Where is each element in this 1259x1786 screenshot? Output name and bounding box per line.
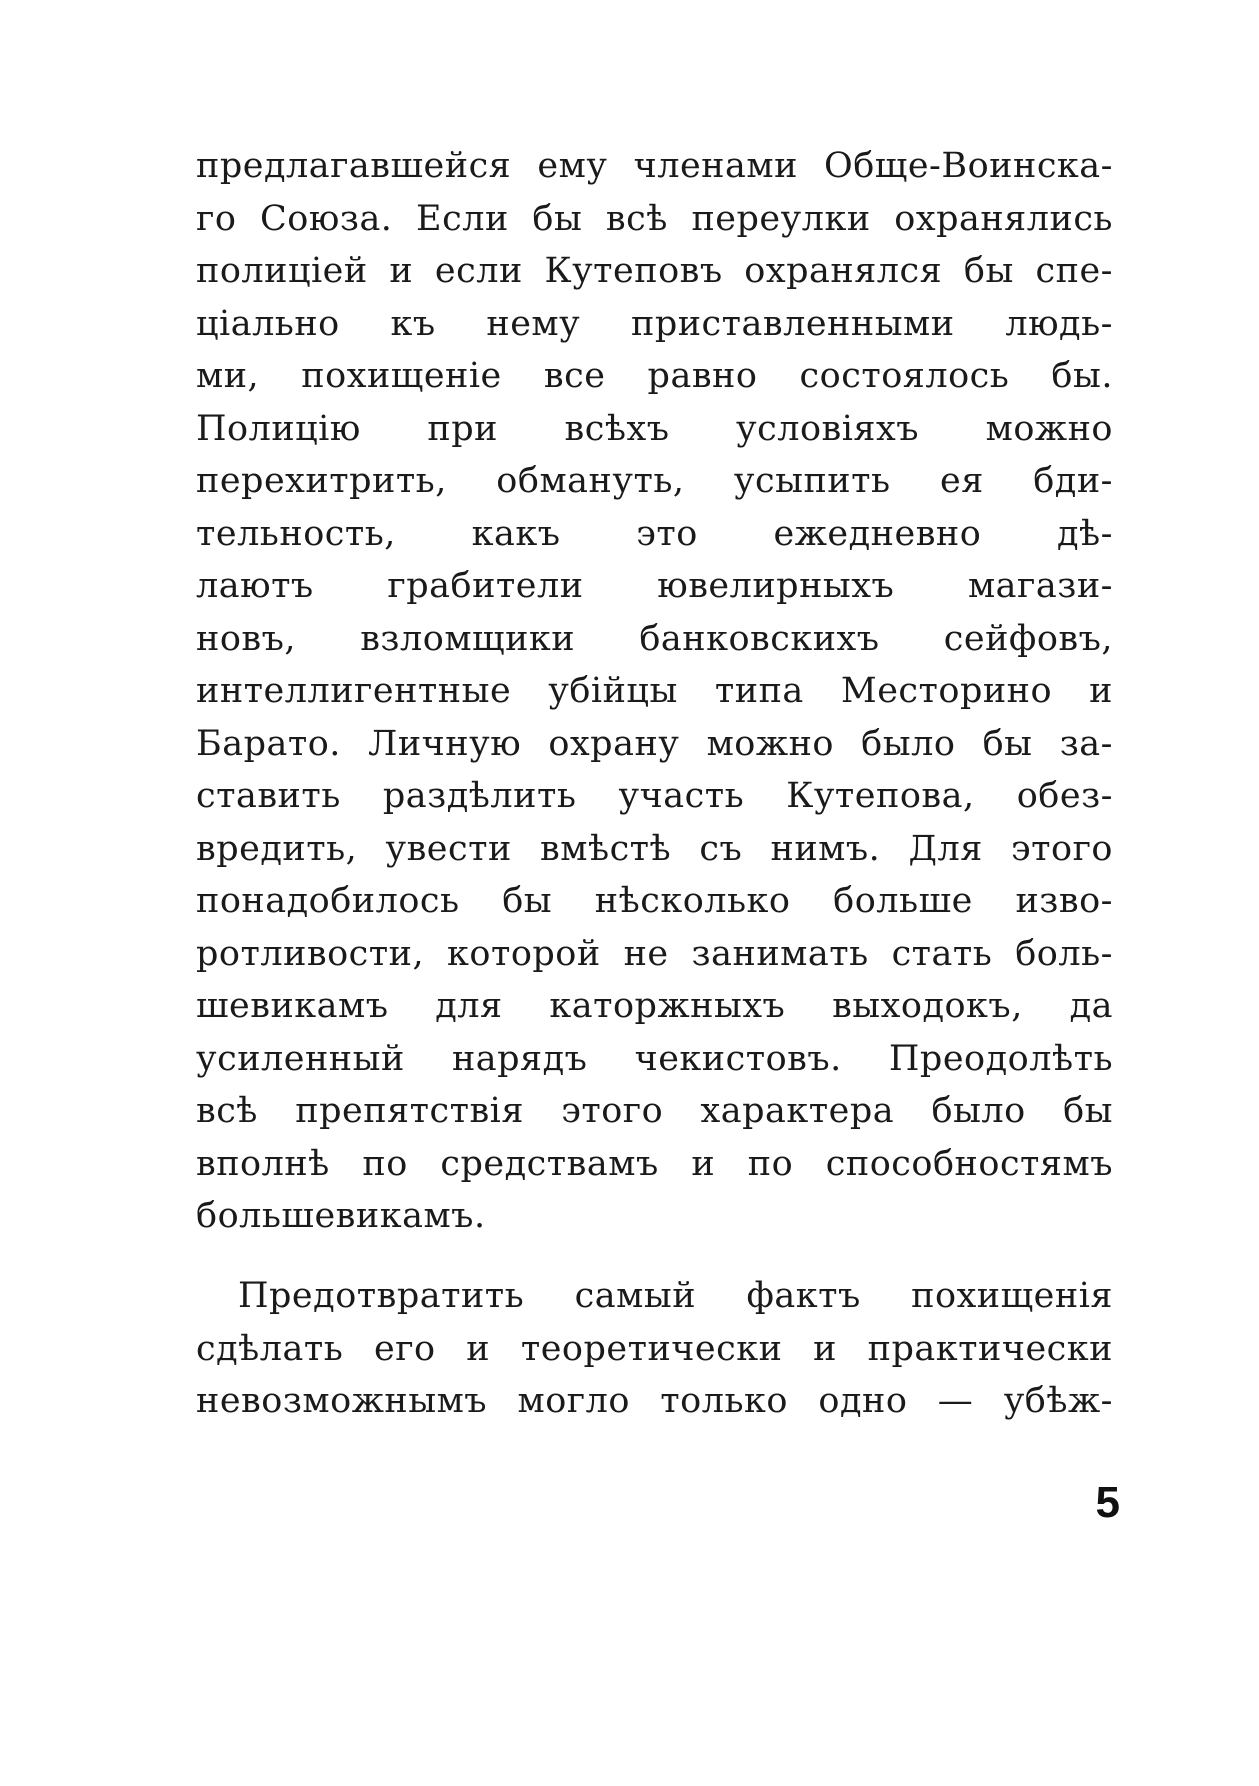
text-line: го Союза. Если бы всѣ переулки охранялись — [196, 198, 1113, 239]
text-line: лаютъ грабители ювелирныхъ магази- — [196, 566, 1113, 606]
text-line: невозможнымъ могло только одно — убѣж- — [196, 1381, 1113, 1421]
text-line: полиціей и если Кутеповъ охранялся бы спе- — [196, 251, 1113, 291]
text-line: Предотвратить самый фактъ похищенія — [238, 1276, 1113, 1316]
text-line: интеллигентные убійцы типа Месторино и — [196, 671, 1113, 711]
text-line: ціально къ нему приставленными людь- — [196, 303, 1113, 344]
text-line: новъ, взломщики банковскихъ сейфовъ, — [196, 618, 1113, 659]
text-line: понадобилось бы нѣсколько больше изво- — [196, 881, 1113, 921]
text-line: ми, похищеніе все равно состоялось бы. — [196, 356, 1113, 396]
text-line: большевикамъ. — [196, 1196, 486, 1236]
text-line: вредить, увести вмѣстѣ съ нимъ. Для этого — [196, 828, 1113, 869]
text-line: тельность, какъ это ежедневно дѣ- — [196, 513, 1113, 554]
text-line: вполнѣ по средствамъ и по способностямъ — [196, 1143, 1113, 1184]
text-line: всѣ препятствія этого характера было бы — [196, 1091, 1113, 1131]
paragraph-2 — [196, 1270, 1113, 1428]
text-line: ставить раздѣлить участь Кутепова, обез- — [196, 776, 1113, 816]
text-line: Полицію при всѣхъ условіяхъ можно — [196, 408, 1113, 449]
text-line: перехитрить, обмануть, усыпить ея бди- — [196, 461, 1113, 501]
text-line: сдѣлать его и теоретически и практически — [196, 1328, 1113, 1369]
text-line: ротливости, которой не занимать стать боль- — [196, 933, 1113, 974]
text-line: Барато. Личную охрану можно было бы за- — [196, 723, 1113, 764]
text-line: предлагавшейся ему членами Обще-Воинска- — [196, 146, 1113, 186]
page-number: 5 — [1095, 1478, 1120, 1527]
text-line: шевикамъ для каторжныхъ выходокъ, да — [196, 986, 1113, 1026]
text-line: усиленный нарядъ чекистовъ. Преодолѣть — [196, 1038, 1113, 1079]
paragraph-1 — [196, 140, 1113, 1243]
